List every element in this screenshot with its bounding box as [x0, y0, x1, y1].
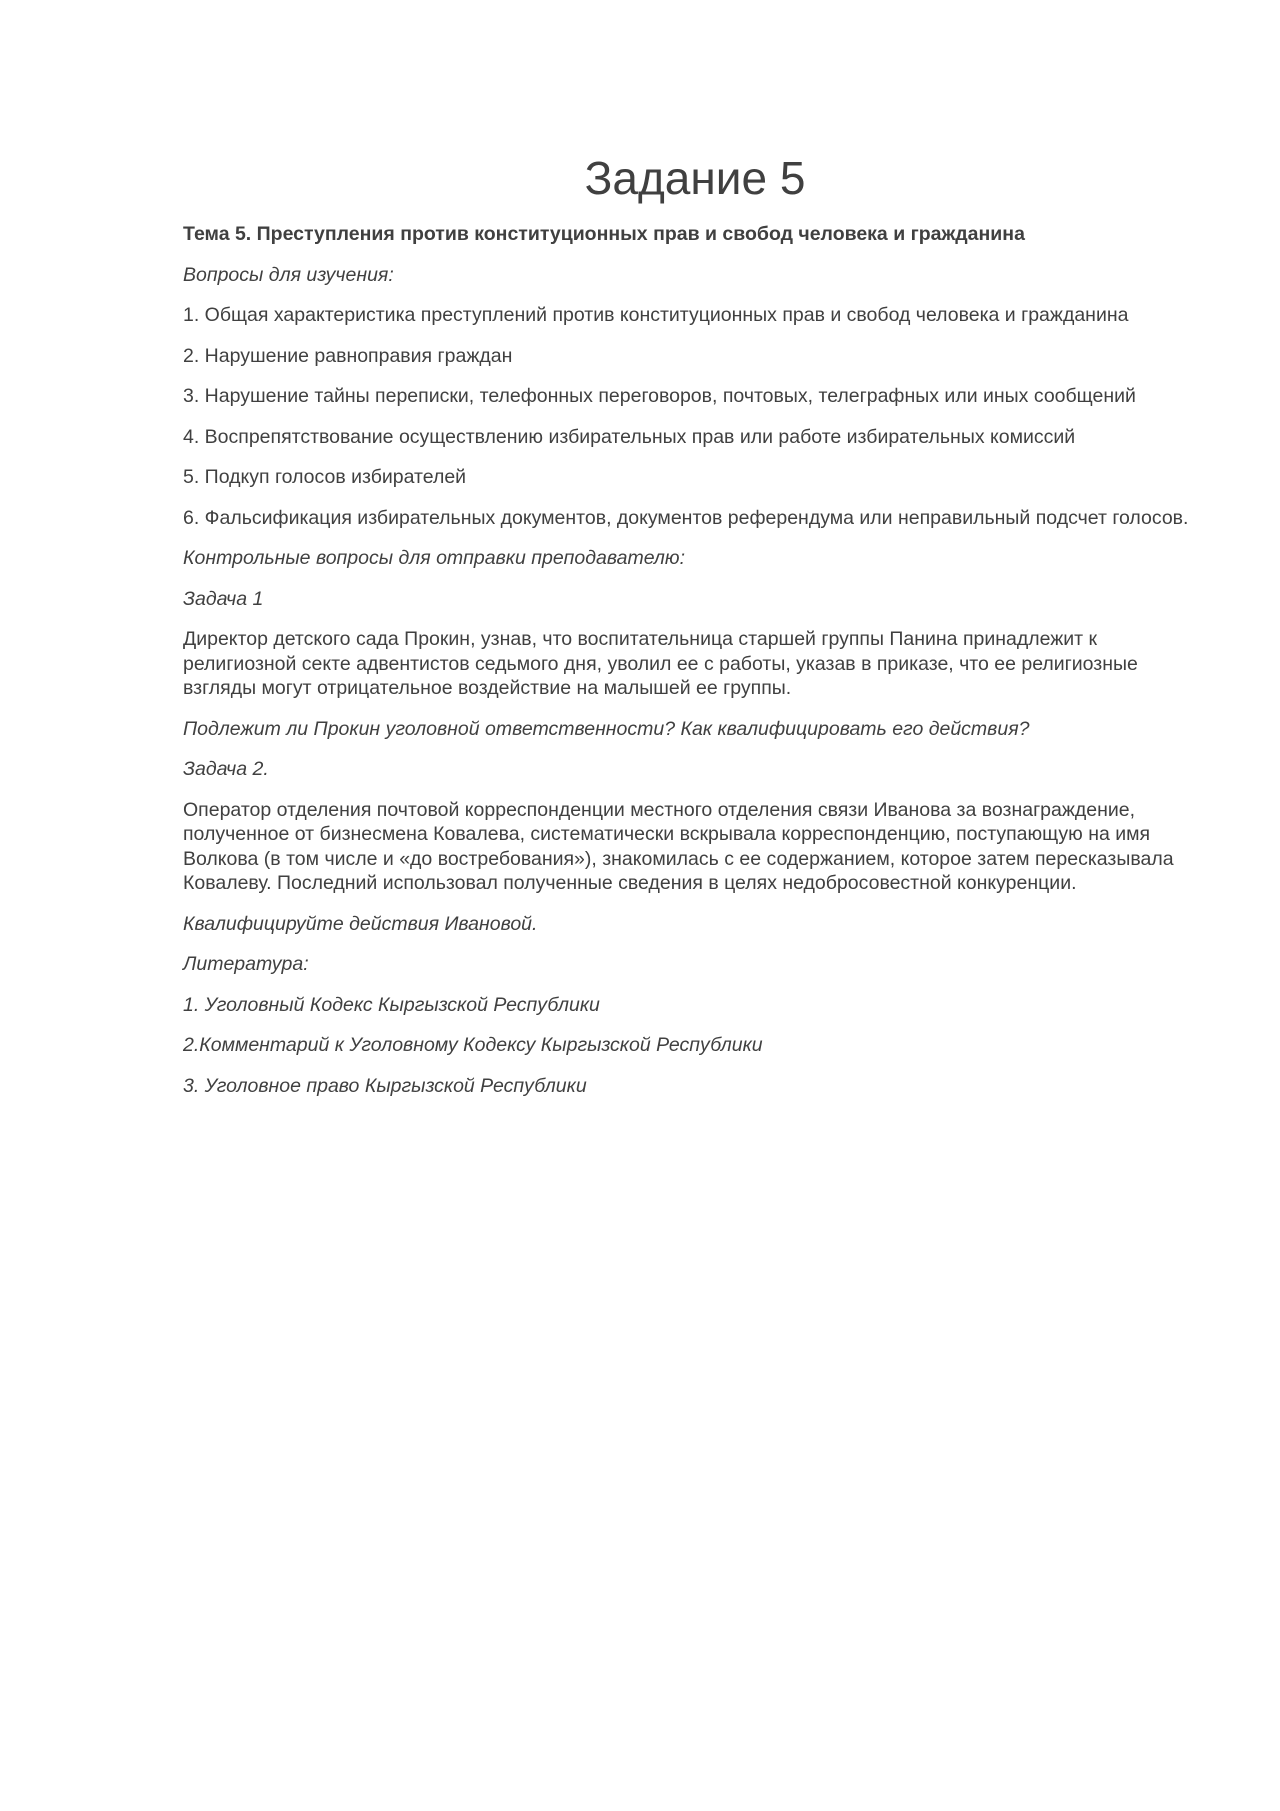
control-questions-label: Контрольные вопросы для отправки преподавателю:	[183, 547, 685, 569]
document-body	[183, 150, 1193, 1114]
study-question-item: 3. Нарушение тайны переписки, телефонных переговоров, почтовых, телеграфных или иных сообщений	[183, 385, 1136, 407]
literature-item: 2.Комментарий к Уголовному Кодексу Кыргызской Республики	[183, 1034, 763, 1056]
document-title: Задание 5	[584, 152, 806, 204]
study-questions-label: Вопросы для изучения:	[183, 263, 394, 286]
task2-heading: Задача 2.	[183, 758, 269, 780]
study-question-item: 6. Фальсификация избирательных документов, документов референдума или неправильный подсчет голосов.	[183, 506, 1189, 529]
literature-item: 3. Уголовное право Кыргызской Республики	[183, 1074, 587, 1097]
literature-label: Литература:	[183, 953, 309, 975]
topic-heading: Тема 5. Преступления против конституционных прав и свобод человека и гражданина	[183, 223, 1025, 245]
study-question-item: 2. Нарушение равноправия граждан	[183, 344, 513, 367]
literature-item: 1. Уголовный Кодекс Кыргызской Республики	[183, 993, 600, 1016]
study-question-item: 5. Подкуп голосов избирателей	[183, 466, 467, 488]
task1-text: Директор детского сада Прокин, узнав, что воспитательница старшей группы Панина принадлежит к религиозной секте адвентистов седьмого дня, уволил ее с работы, указав в приказе, что ее религиозные взгляды могут отрицательное воздействие на малышей ее группы.	[183, 628, 1138, 699]
task1-question: Подлежит ли Прокин уголовной ответственности? Как квалифицировать его действия?	[183, 717, 1030, 740]
study-question-item: 4. Воспрепятствование осуществлению избирательных прав или работе избирательных комиссий	[183, 425, 1076, 448]
task2-question: Квалифицируйте действия Ивановой.	[183, 912, 538, 935]
task2-text: Оператор отделения почтовой корреспонденции местного отделения связи Иванова за вознаграждение, полученное от бизнесмена Ковалева, систематически вскрывала корреспонденцию, поступающую на имя Волкова (в том числе и «до востребования»), знакомилась с ее содержанием, которое затем пересказывала Ковалеву. Последний использовал полученные сведения в целях недобросовестной конкуренции.	[183, 798, 1174, 894]
task1-heading: Задача 1	[183, 587, 264, 610]
study-question-item: 1. Общая характеристика преступлений против конституционных прав и свобод человека и гражданина	[183, 304, 1129, 326]
